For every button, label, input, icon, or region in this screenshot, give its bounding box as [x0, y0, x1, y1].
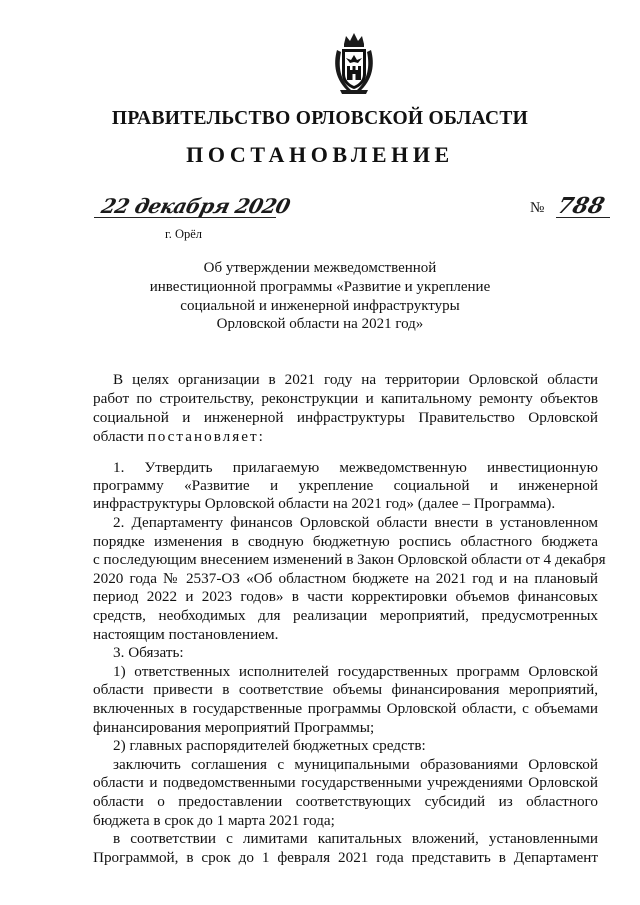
body-line: области привести в соответствие объемы финансирования мероприятий,: [93, 681, 598, 698]
body-line: в соответствии с лимитами капитальных вложений, установленными: [113, 830, 598, 847]
body-line: 1) ответственных исполнителей государственных программ Орловской: [113, 663, 598, 680]
body-line: финансирования мероприятий Программы;: [93, 719, 375, 736]
body-line: средств, необходимых для реализации мероприятий, предусмотренных: [93, 607, 598, 624]
subject-line: социальной и инженерной инфраструктуры: [180, 297, 460, 314]
date-underline: [94, 217, 276, 218]
body-line: 2) главных распорядителей бюджетных средств:: [113, 737, 426, 754]
body-line: 3. Обязать:: [113, 644, 184, 661]
preamble-line: В целях организации в 2021 году на территории Орловской области: [113, 371, 598, 388]
body-line: порядке изменения в сводную бюджетную роспись областного бюджета: [93, 533, 598, 550]
city-label: г. Орёл: [165, 227, 203, 241]
body-line: Программой, в срок до 1 февраля 2021 года представить в Департамент: [93, 849, 598, 866]
body-line: 1. Утвердить прилагаемую межведомственную инвестиционную: [113, 459, 598, 476]
body-line: бюджета в срок до 1 марта 2021 года;: [93, 812, 335, 829]
subject-line: Орловской области на 2021 год»: [216, 316, 424, 333]
document-subject: [0, 259, 640, 334]
body-line: области и подведомственными государственными учреждениями Орловской: [93, 774, 598, 791]
body-line: настоящим постановлением.: [93, 626, 279, 643]
body-line: заключить соглашения с муниципальными образованиями Орловской: [113, 756, 598, 773]
handwritten-number: 788: [554, 193, 608, 219]
body-line: 2020 года № 2537-ОЗ «Об областном бюджете на 2021 год и на плановый: [93, 570, 598, 587]
body-line: области о предоставлении соответствующих субсидий из областного: [93, 793, 598, 810]
subject-line: инвестиционной программы «Развитие и укрепление: [149, 278, 491, 295]
preamble-word: области: [93, 428, 144, 445]
resolution-keyword: постановляет:: [147, 428, 265, 445]
date-field: [94, 194, 293, 222]
coat-of-arms-emblem: [331, 30, 377, 96]
document-type-heading: ПОСТАНОВЛЕНИЕ: [186, 142, 454, 167]
number-underline: [556, 217, 610, 218]
preamble-line: работ по строительству, реконструкции и капитальному ремонту объектов: [93, 390, 598, 407]
body-line: с последующим внесением изменений в Закон Орловской области от 4 декабря: [93, 551, 606, 568]
government-title: ПРАВИТЕЛЬСТВО ОРЛОВСКОЙ ОБЛАСТИ: [111, 108, 529, 129]
number-sign: №: [530, 200, 545, 216]
preamble-line: социальной и инженерной инфраструктуры Правительство Орловской: [93, 409, 598, 426]
body-line: период 2022 и 2023 годов» в части корректировки объемов финансовых: [93, 588, 598, 605]
body-line: программу «Развитие и укрепление социальной и инженерной: [93, 477, 598, 494]
subject-line: Об утверждении межведомственной: [203, 260, 437, 276]
preamble-line: [93, 428, 598, 446]
body-line: включенных в государственные программы Орловской области, с объемами: [93, 700, 598, 717]
body-line: 2. Департаменту финансов Орловской области внести в установленном: [113, 514, 598, 531]
handwritten-date: 22 декабря 2020: [99, 194, 293, 218]
number-field: [530, 193, 610, 222]
body-line: инфраструктуры Орловской области на 2021 год» (далее – Программа).: [93, 495, 556, 512]
